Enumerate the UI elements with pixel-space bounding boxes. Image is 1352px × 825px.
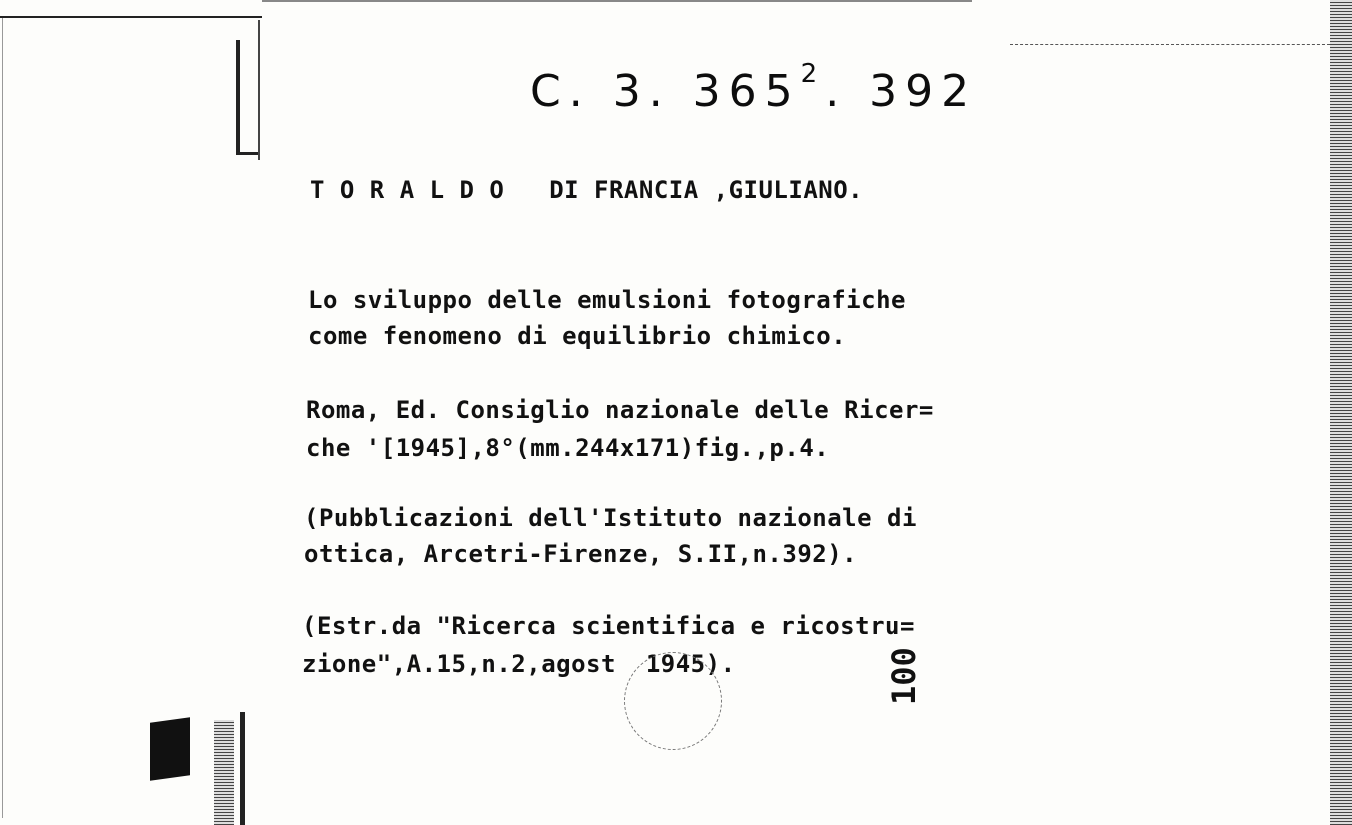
extract-line-1: (Estr.da "Ricerca scientifica e ricostru= <box>302 612 915 640</box>
series-line-2: ottica, Arcetri-Firenze, S.II,n.392). <box>304 540 858 568</box>
imprint-line-2: che '[1945],8°(mm.244x171)fig.,p.4. <box>306 434 830 462</box>
left-bracket <box>236 40 240 152</box>
title-line-1: Lo sviluppo delle emulsioni fotografiche <box>308 286 906 314</box>
top-rule <box>1010 44 1330 45</box>
left-bracket-foot <box>236 152 258 155</box>
bottom-bracket <box>240 712 245 825</box>
corner-stamp-mark <box>150 717 190 781</box>
shelfmark-sup: 2 <box>800 59 826 90</box>
imprint-line-1: Roma, Ed. Consiglio nazionale delle Ricer= <box>306 396 934 424</box>
left-binding-texture <box>214 720 234 825</box>
shelfmark-number: . 392 <box>825 66 978 117</box>
right-edge-texture <box>1330 0 1352 825</box>
top-edge <box>0 16 262 18</box>
series-line-1: (Pubblicazioni dell'Istituto nazionale di <box>304 504 917 532</box>
side-number: 100 <box>885 647 923 705</box>
top-edge-right <box>262 0 972 2</box>
left-margin-line <box>2 18 3 818</box>
card-left-border <box>258 20 260 160</box>
extract-line-2: zione",A.15,n.2,agost 1945). <box>302 650 736 678</box>
title-line-2: come fenomeno di equilibrio chimico. <box>308 322 847 350</box>
author-heading: T O R A L D O DI FRANCIA ,GIULIANO. <box>310 176 864 204</box>
shelfmark <box>530 59 978 117</box>
shelfmark-main: C. 3. 365 <box>530 66 801 117</box>
circular-stamp <box>624 652 722 750</box>
